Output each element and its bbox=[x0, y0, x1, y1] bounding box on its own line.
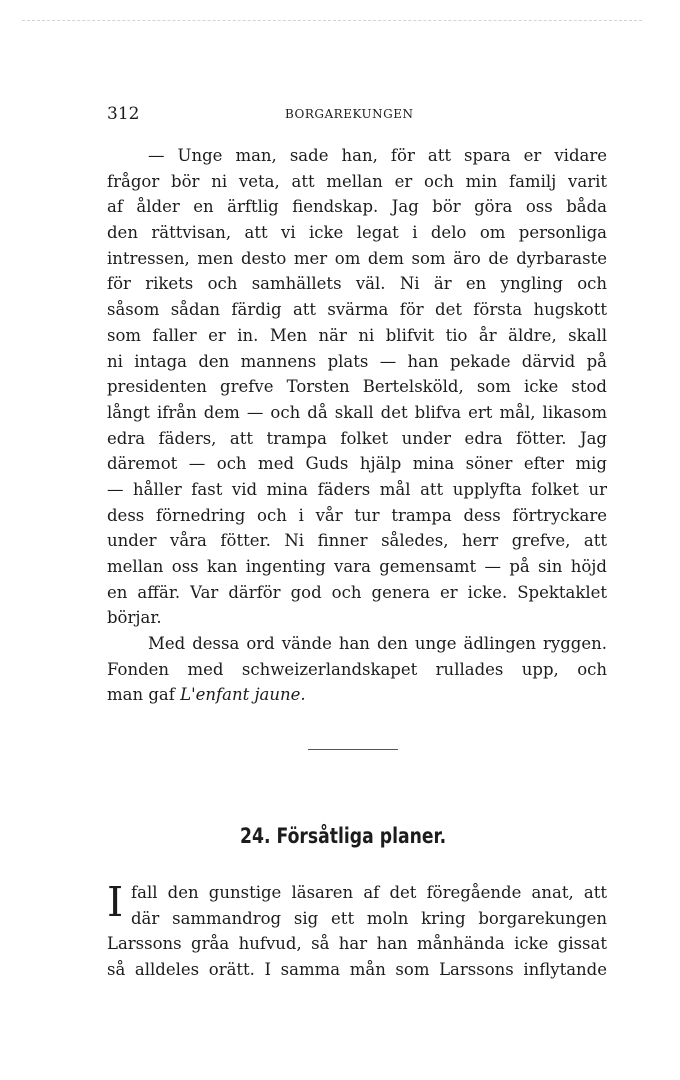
top-scan-rule bbox=[22, 20, 642, 21]
text-line: dess förnedring och i vår tur trampa dess förtryckare bbox=[107, 505, 607, 525]
text-line: så alldeles orätt. I samma mån som Larssons inflytande bbox=[107, 960, 607, 980]
text-line: där sammandrog sig ett moln kring borgarekungen bbox=[131, 908, 607, 928]
text-line: Fonden med schweizerlandskapet rullades upp, och bbox=[107, 659, 607, 679]
text-line: som faller er in. Men när ni blifvit tio år äldre, skall bbox=[107, 325, 607, 345]
text-line: ni intaga den mannens plats — han pekade därvid på bbox=[107, 351, 607, 371]
drop-cap: I bbox=[107, 878, 124, 926]
text-line: mellan oss kan ingenting vara gemensamt — på sin höjd bbox=[107, 557, 607, 576]
text-line: frågor bör ni veta, att mellan er och min familj varit bbox=[107, 171, 607, 191]
text-line: en affär. Var därför god och genera er icke. Spektaklet bbox=[107, 582, 607, 602]
text-line bbox=[107, 682, 607, 708]
section2-text bbox=[107, 880, 607, 983]
text-line: däremot — och med Guds hjälp mina söner efter mig bbox=[107, 454, 607, 474]
text-line: den rättvisan, att vi icke legat i delo om personliga bbox=[107, 223, 607, 243]
text-line: under våra fötter. Ni finner således, herr grefve, att bbox=[107, 531, 607, 551]
text-line: af ålder en ärftlig fiendskap. Jag bör göra oss båda bbox=[107, 197, 607, 217]
page-header bbox=[107, 104, 607, 126]
italic-title: L'enfant jaune. bbox=[180, 685, 306, 705]
chapter-heading: 24. Försåtliga planer. bbox=[240, 824, 447, 848]
running-head: BORGAREKUNGEN bbox=[285, 107, 414, 121]
text-line: börjar. bbox=[107, 608, 162, 628]
text-line: — Unge man, sade han, för att spara er vidare bbox=[148, 146, 607, 165]
text-line: presidenten grefve Torsten Bertelsköld, som icke stod bbox=[107, 377, 607, 397]
text-line: fall den gunstige läsaren af det föregående anat, att bbox=[131, 883, 607, 902]
section-separator bbox=[308, 749, 398, 750]
text-line: Med dessa ord vände han den unge ädlingen ryggen. bbox=[148, 634, 607, 654]
text-line: långt ifrån dem — och då skall det blifva ert mål, likasom bbox=[107, 402, 607, 422]
section1-text bbox=[107, 143, 607, 708]
text-line-prefix: man gaf bbox=[107, 685, 181, 705]
text-line: för rikets och samhällets väl. Ni är en yngling och bbox=[107, 274, 607, 294]
text-line: intressen, men desto mer om dem som äro de dyrbaraste bbox=[107, 248, 607, 268]
text-line: Larssons gråa hufvud, så har han månhända icke gissat bbox=[107, 934, 607, 954]
text-line: edra fäders, att trampa folket under edra fötter. Jag bbox=[107, 428, 607, 448]
text-line: — håller fast vid mina fäders mål att upplyfta folket ur bbox=[107, 479, 607, 499]
page-number: 312 bbox=[107, 104, 140, 124]
text-line: såsom sådan färdig att svärma för det första hugskott bbox=[107, 300, 607, 320]
